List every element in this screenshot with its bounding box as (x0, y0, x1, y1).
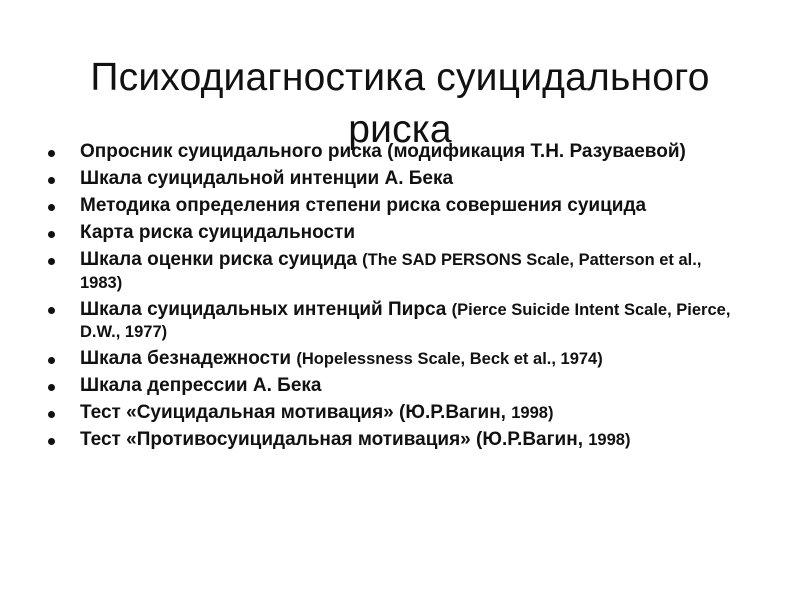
item-text: Тест «Суицидальная мотивация» (Ю.Р.Вагин, (80, 402, 512, 423)
list-item (48, 429, 748, 452)
bullet-dot-icon (48, 204, 55, 211)
bullet-list (48, 141, 748, 456)
item-text: Шкала суицидальных интенций Пирса (80, 298, 452, 320)
list-item (48, 141, 748, 164)
list-item (48, 299, 748, 344)
bullet-dot-icon (48, 177, 55, 184)
list-item (48, 375, 748, 398)
bullet-dot-icon (48, 438, 55, 445)
list-item (48, 222, 748, 245)
bullet-dot-icon (48, 307, 55, 314)
item-text: Методика определения степени риска совершения суицида (80, 195, 647, 216)
item-reference: (Pierce Suicide Intent Scale, Pierce, D.W., 1977) (80, 300, 731, 341)
bullet-dot-icon (48, 411, 55, 418)
bullet-dot-icon (48, 231, 55, 238)
list-item (48, 249, 748, 294)
bullet-dot-icon (48, 258, 55, 265)
list-item (48, 168, 748, 191)
item-reference: (The SAD PERSONS Scale, Patterson et al., 1983) (80, 251, 702, 292)
list-item (48, 195, 748, 218)
item-text: Карта риска суицидальности (80, 222, 356, 243)
item-text: Шкала депрессии А. Бека (80, 375, 322, 396)
slide-title: Психодиагностика суицидального риска (90, 56, 710, 152)
list-item (48, 402, 748, 425)
item-text: Шкала безнадежности (80, 348, 297, 369)
item-reference: 1998) (588, 431, 631, 449)
bullet-dot-icon (48, 384, 55, 391)
item-reference: (Hopelessness Scale, Beck et al., 1974) (296, 350, 603, 368)
item-text: Шкала оценки риска суицида (80, 249, 363, 270)
item-text: Шкала суицидальной интенции А. Бека (80, 168, 454, 189)
item-text: Опросник суицидального риска (модификация Т.Н. Разуваевой) (80, 141, 686, 162)
bullet-dot-icon (48, 150, 55, 157)
item-reference: 1998) (511, 404, 554, 422)
bullet-dot-icon (48, 357, 55, 364)
list-item (48, 348, 748, 371)
item-text: Тест «Противосуицидальная мотивация» (Ю.Р.Вагин, (80, 429, 589, 450)
